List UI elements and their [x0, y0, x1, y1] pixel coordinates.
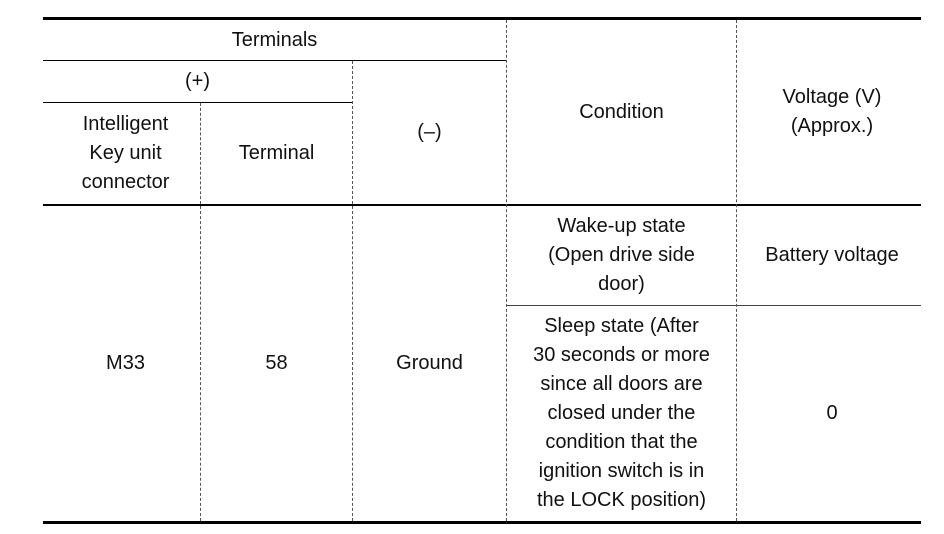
cell-terminal [201, 206, 352, 521]
header-terminals-text: Terminals [231, 28, 318, 51]
header-plus-text: (+) [185, 70, 210, 92]
cell-voltage-1-text: Battery voltage [765, 244, 899, 266]
cell-condition-1 [507, 206, 736, 305]
header-terminal [201, 103, 352, 204]
cell-terminal-text: 58 [265, 352, 288, 374]
header-terminals [43, 20, 506, 60]
cell-voltage-1 [737, 206, 927, 305]
cell-voltage-2-text: 0 [826, 402, 838, 424]
bottom-rule [43, 521, 921, 524]
cell-condition-2-text: Sleep state (After 30 seconds or more since all doors are closed under the condition that the ignition switch is in the LOCK position) [533, 315, 710, 511]
cell-connector [51, 206, 200, 521]
header-condition-text: Condition [579, 100, 664, 123]
cell-condition-1-text: Wake-up state (Open drive side door) [548, 215, 695, 295]
cell-connector-text: M33 [106, 352, 145, 374]
header-plus [43, 61, 352, 102]
cell-minus [353, 206, 506, 521]
header-terminal-text: Terminal [238, 142, 315, 164]
cell-voltage-2 [737, 306, 927, 521]
header-voltage [737, 20, 927, 204]
cell-minus-text: Ground [396, 352, 463, 374]
header-connector [51, 103, 200, 204]
header-voltage-text: Voltage (V) (Approx.) [782, 86, 882, 137]
header-condition [507, 20, 736, 204]
header-connector-text: Intelligent Key unit connector [81, 113, 170, 193]
cell-condition-2 [507, 306, 736, 521]
header-minus [353, 61, 506, 204]
header-minus-text: (–) [417, 121, 442, 143]
